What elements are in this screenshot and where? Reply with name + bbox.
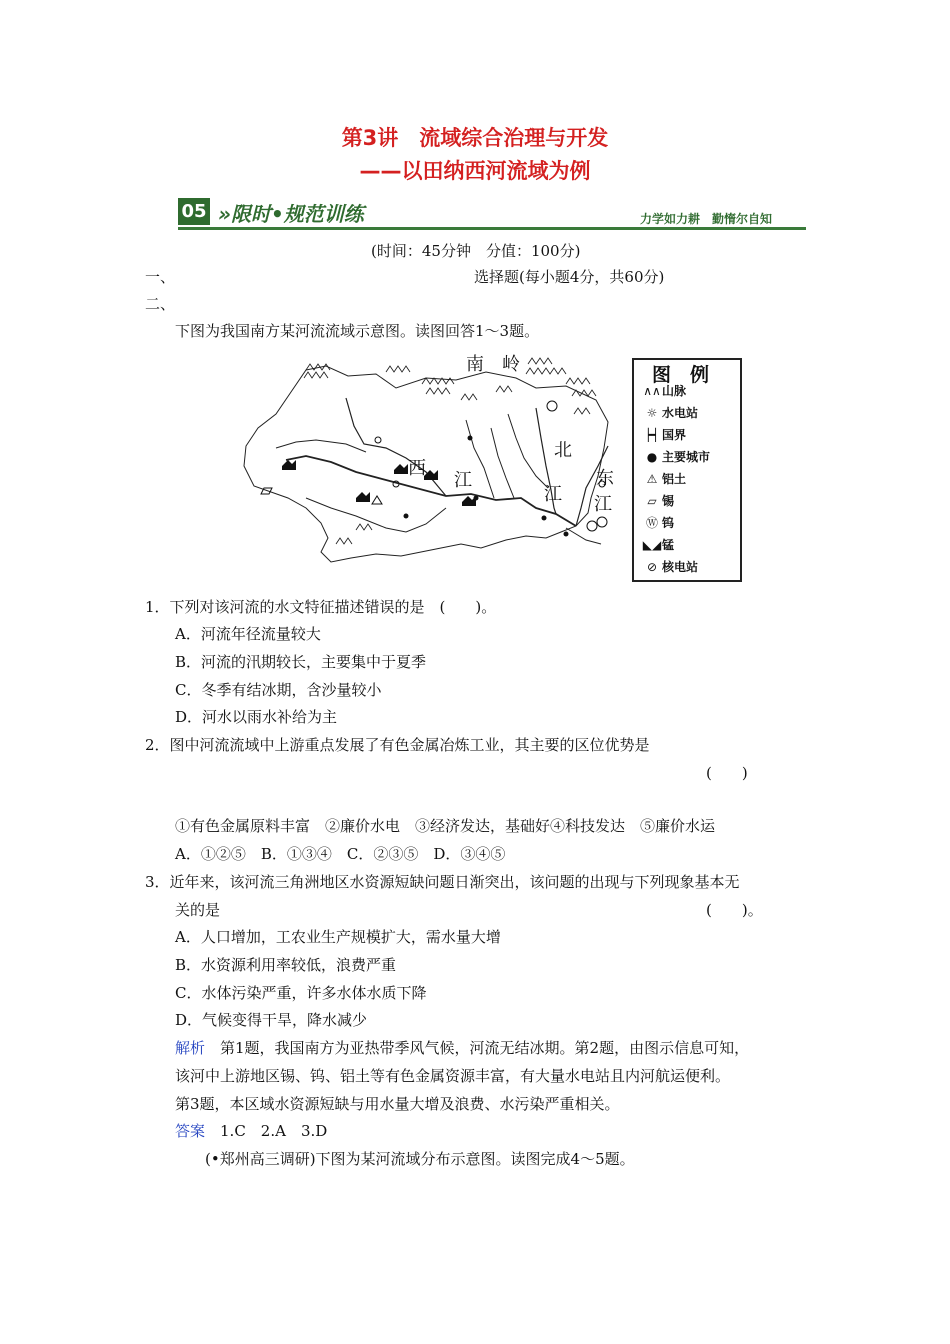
nuclear-icon — [597, 517, 607, 527]
banner-divider — [178, 227, 806, 230]
section-one-heading: 选择题(每小题4分，共60分) — [474, 268, 665, 286]
question-2-stem: 2．图中河流流域中上游重点发展了有色金属冶炼工业，其主要的区位优势是 — [145, 736, 650, 754]
label-jiang-east: 江 — [594, 494, 612, 515]
time-score: (时间：45分钟 分值：100分) — [371, 242, 581, 260]
city-marker — [474, 496, 479, 501]
delta-channel — [566, 528, 601, 544]
mountain-symbols — [304, 358, 596, 544]
tin-icon: ▱ — [647, 494, 657, 508]
banner-motto: 力学如力耕 勤惰尔自知 — [639, 212, 772, 226]
hydropower-icon — [375, 437, 381, 443]
city-marker — [564, 532, 569, 537]
banner-number: 05 — [178, 198, 210, 225]
label-dong: 东 — [596, 468, 614, 489]
question-1-option-b: B．河流的汛期较长，主要集中于夏季 — [175, 653, 427, 671]
bauxite-icon — [372, 496, 382, 504]
lesson-subtitle: ——以田纳西河流域为例 — [359, 159, 591, 183]
basin-boundary — [244, 366, 608, 562]
bei-river-branch — [508, 414, 548, 488]
label-jiang-west: 江 — [454, 470, 472, 491]
analysis-line-3: 第3题，本区域水资源短缺与用水量大增及浪费、水污染严重相关。 — [175, 1095, 620, 1113]
question-1-option-c: C．冬季有结冰期，含沙量较小 — [175, 681, 382, 699]
nuclear-icon: ⊘ — [646, 560, 658, 574]
legend-title: 图 例 — [652, 364, 710, 386]
analysis-line-2: 该河中上游地区锡、钨、铝土等有色金属资源丰富，有大量水电站且内河航运便利。 — [175, 1067, 731, 1085]
label-xi: 西 — [408, 458, 426, 479]
question-3-stem-continued: 关的是 — [175, 901, 221, 919]
map-legend — [632, 358, 742, 582]
label-nanling: 南 岭 — [466, 354, 520, 375]
question-intro: 下图为我国南方某河流流域示意图。读图回答1～3题。 — [175, 322, 540, 340]
legend-manganese: ◣◢锰 — [642, 538, 675, 552]
mountain-icon: ∧∧ — [643, 384, 661, 398]
tributary-west — [276, 440, 366, 452]
tributary-south — [306, 498, 446, 532]
map-symbols — [282, 436, 569, 537]
manganese-icon — [394, 464, 408, 474]
question-2-bracket: ( ) — [706, 764, 748, 782]
legend-tungsten: Ⓦ 钨 — [642, 514, 674, 531]
label-jiang-north: 江 — [544, 484, 562, 505]
tungsten-icon: Ⓦ — [645, 516, 658, 530]
legend-tin: ▱ 锡 — [642, 492, 674, 509]
city-marker — [468, 436, 473, 441]
legend-border: ┝┥ 国界 — [642, 426, 686, 443]
question-1-option-a: A．河流年径流量较大 — [175, 625, 321, 643]
legend-nuclear: ⊘ 核电站 — [642, 558, 698, 575]
question-1-stem: 1．下列对该河流的水文特征描述错误的是 ( )。 — [145, 598, 497, 616]
label-bei: 北 — [554, 440, 572, 461]
question-3-option-d: D．气候变得干旱，降水减少 — [175, 1011, 368, 1029]
lesson-title: 第3讲 流域综合治理与开发 — [341, 126, 609, 150]
legend-hydropower: ☼ 水电站 — [642, 404, 698, 421]
section-one-number: 一、 — [145, 268, 176, 286]
analysis-label: 解析 — [175, 1039, 206, 1057]
next-question-intro: (•郑州高三调研)下图为某河流域分布示意图。读图完成4～5题。 — [205, 1150, 635, 1168]
xi-river — [286, 456, 576, 526]
question-2-items: ①有色金属原料丰富 ②廉价水电 ③经济发达，基础好④科技发达 ⑤廉价水运 — [175, 817, 716, 835]
legend-bauxite: ⚠ 铝土 — [642, 470, 686, 487]
manganese-icon — [282, 460, 296, 470]
answer-label: 答案 — [175, 1122, 206, 1140]
manganese-icon: ◣◢ — [642, 538, 662, 552]
question-3-stem: 3．近年来，该河流三角洲地区水资源短缺问题日渐突出，该问题的出现与下列现象基本无 — [145, 873, 740, 891]
tungsten-icon — [547, 401, 557, 411]
east-branch — [491, 428, 514, 498]
hydropower-icon: ☼ — [646, 406, 658, 420]
river-basin-map — [236, 348, 632, 584]
question-2-options: A．①②⑤ B．①③④ C．②③⑤ D．③④⑤ — [175, 845, 506, 863]
border-icon: ┝┥ — [644, 428, 660, 442]
city-marker — [404, 514, 409, 519]
legend-mountain: ∧∧山脉 — [643, 384, 687, 398]
bauxite-icon: ⚠ — [646, 472, 658, 486]
city-marker — [542, 516, 547, 521]
question-3-option-b: B．水资源利用率较低，浪费严重 — [175, 956, 397, 974]
manganese-icon — [356, 492, 370, 502]
section-two-number: 二、 — [145, 295, 176, 313]
question-3-option-a: A．人口增加，工农业生产规模扩大，需水量大增 — [175, 928, 501, 946]
question-3-bracket: ( )。 — [706, 901, 763, 919]
question-1-option-d: D．河水以雨水补给为主 — [175, 708, 338, 726]
city-icon: ● — [646, 450, 658, 464]
tungsten-icon — [587, 521, 597, 531]
section-banner — [178, 196, 806, 230]
banner-label: »限时•规范训练 — [218, 202, 364, 226]
question-3-option-c: C．水体污染严重，许多水体水质下降 — [175, 984, 427, 1002]
analysis-line-1: 解析 第1题，我国南方为亚热带季风气候，河流无结冰期。第2题，由图示信息可知， — [175, 1039, 750, 1057]
answer-line: 答案 1.C 2.A 3.D — [175, 1122, 328, 1140]
legend-city: ● 主要城市 — [642, 448, 710, 465]
